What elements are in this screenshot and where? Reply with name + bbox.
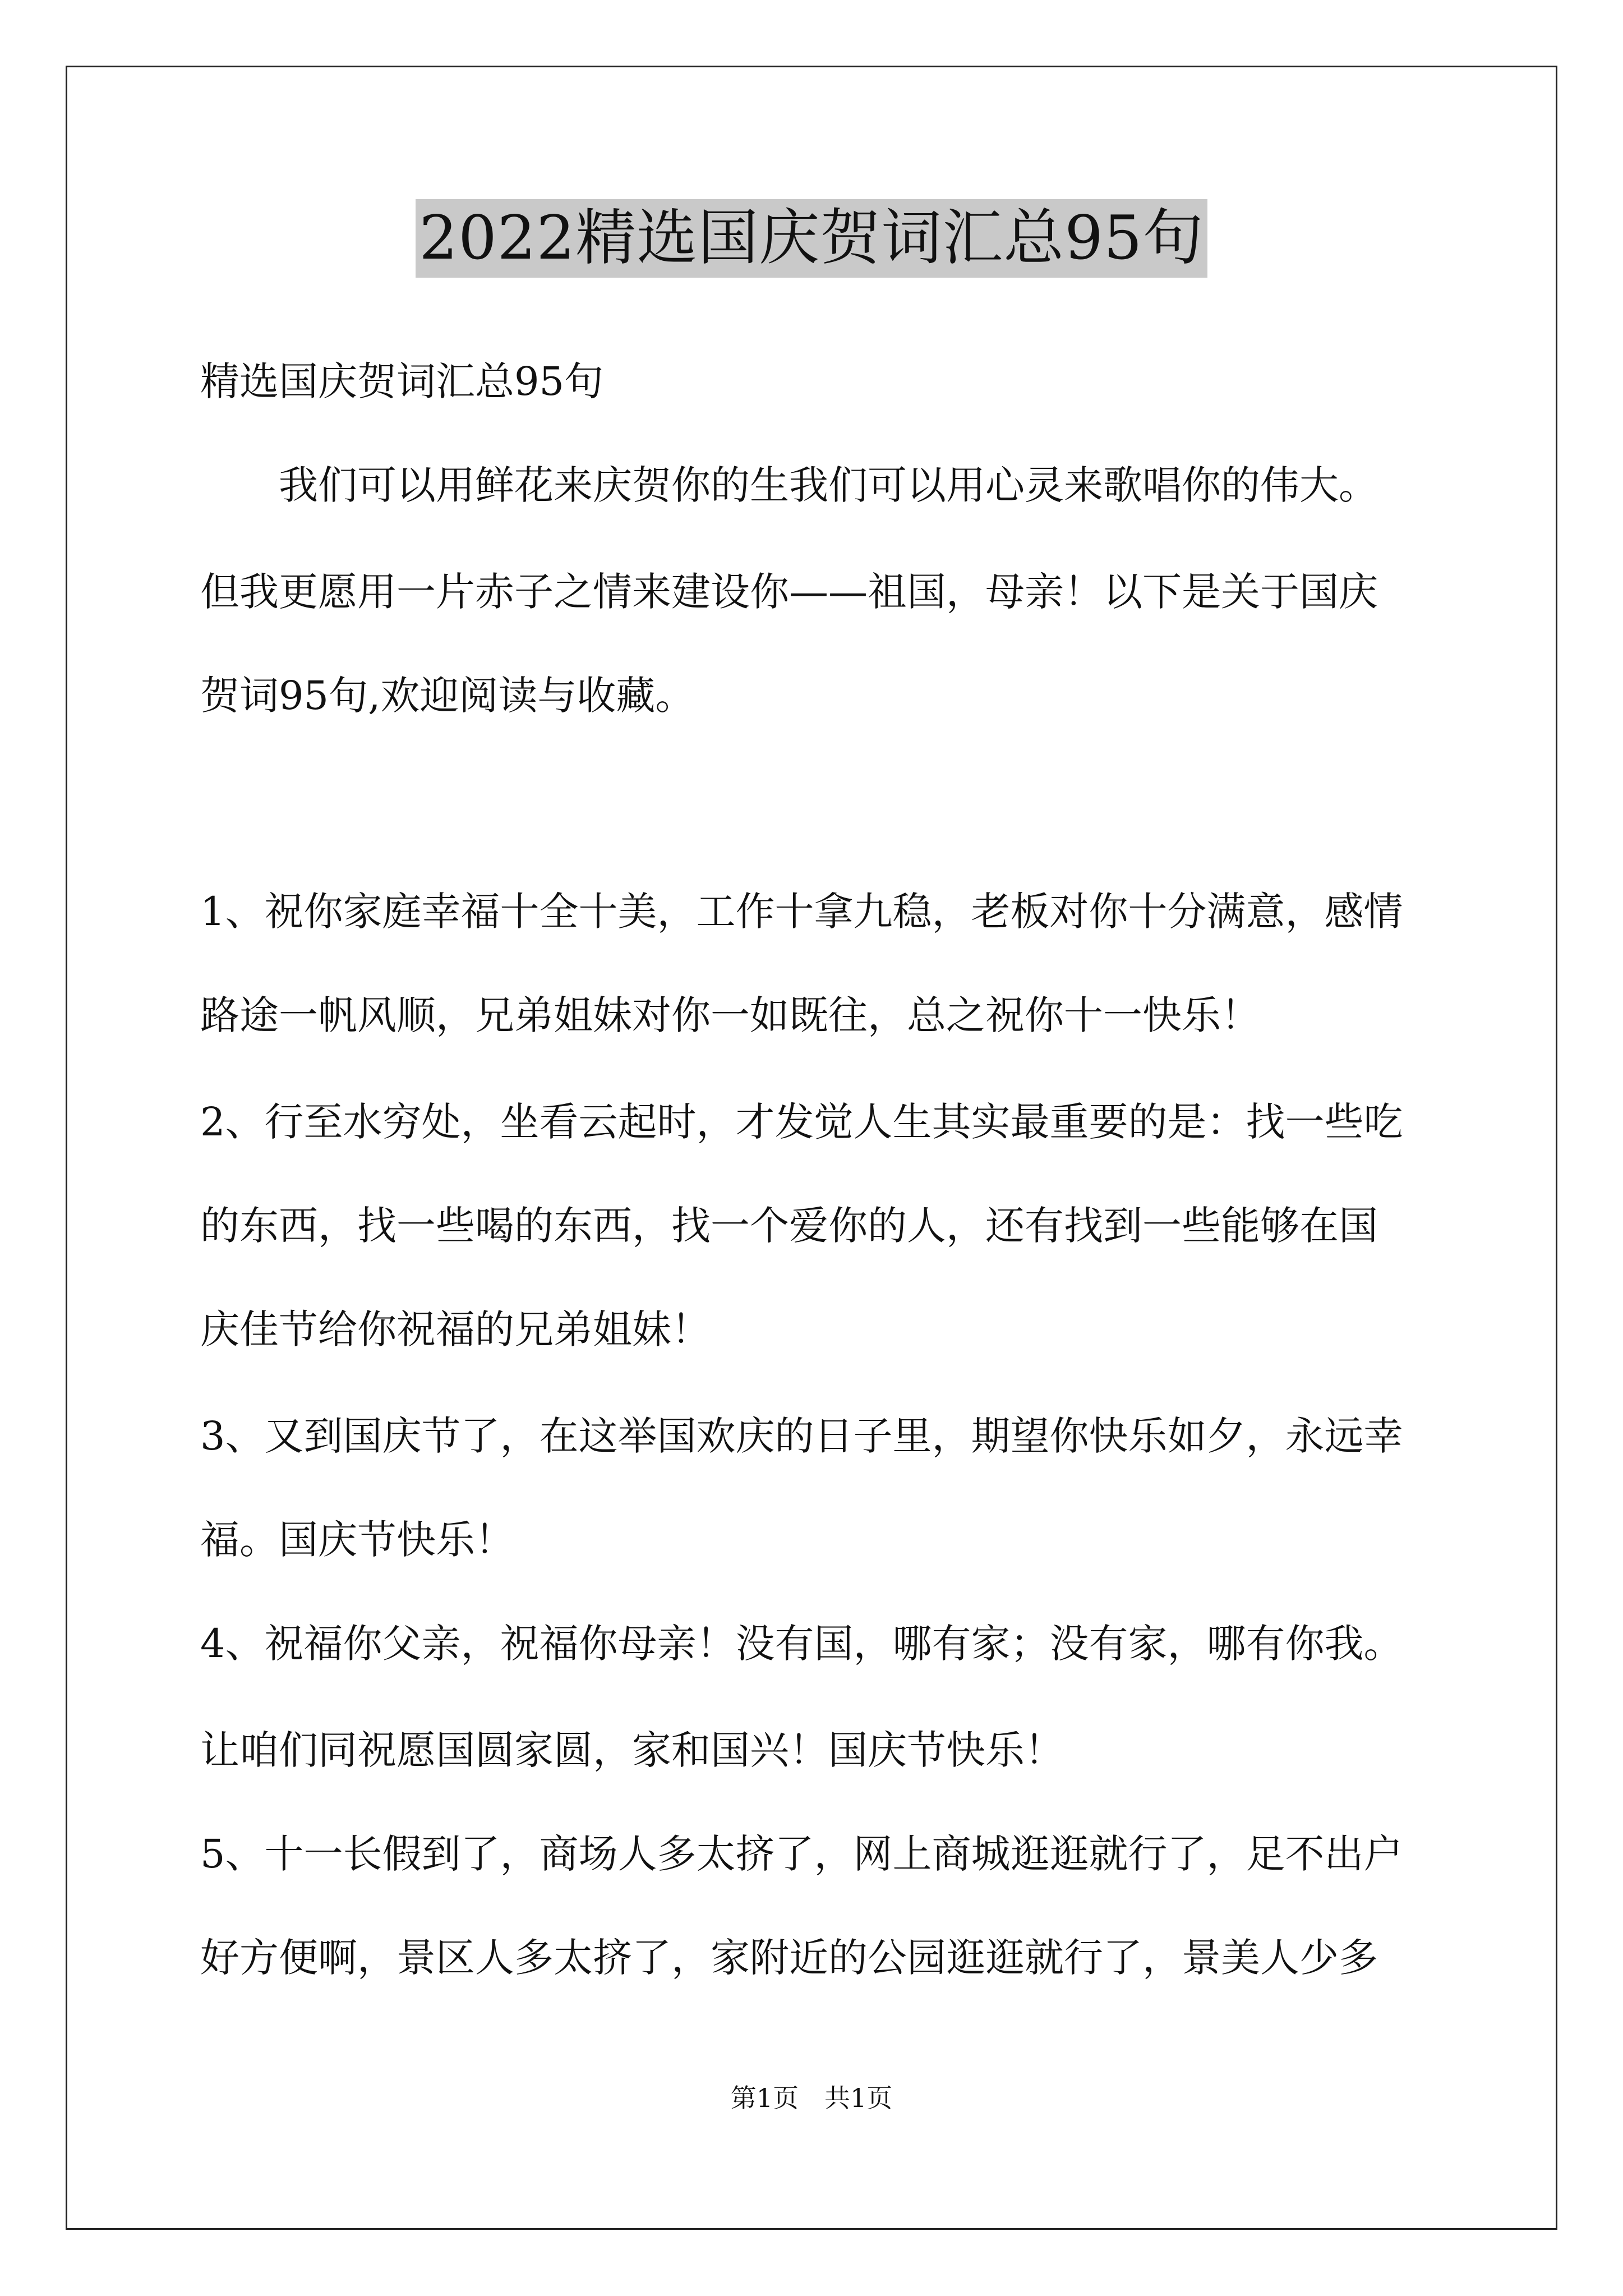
item-line: 2、行至水穷处，坐看云起时，才发觉人生其实最重要的是：找一些吃 bbox=[200, 1099, 1403, 1145]
intro-line: 我们可以用鲜花来庆贺你的生我们可以用心灵来歌唱你的伟大。 bbox=[200, 462, 1378, 508]
item-line: 1、祝你家庭幸福十全十美，工作十拿九稳，老板对你十分满意，感情 bbox=[200, 889, 1403, 935]
document-title: 2022精选国庆贺词汇总95句 bbox=[416, 199, 1207, 278]
intro-line: 贺词95句,欢迎阅读与收藏。 bbox=[200, 673, 695, 719]
item-line: 4、祝福你父亲，祝福你母亲！没有国，哪有家；没有家，哪有你我。 bbox=[200, 1621, 1403, 1667]
document-body bbox=[200, 353, 1490, 1981]
subtitle: 精选国庆贺词汇总95句 bbox=[200, 358, 604, 404]
page-footer: 第1页 共1页 bbox=[730, 2083, 893, 2113]
item-line: 3、又到国庆节了，在这举国欢庆的日子里，期望你快乐如夕，永远幸 bbox=[200, 1413, 1403, 1459]
item-line: 好方便啊，景区人多太挤了，家附近的公园逛逛就行了，景美人少多 bbox=[200, 1935, 1378, 1981]
item-line: 路途一帆风顺，兄弟姐妹对你一如既往，总之祝你十一快乐！ bbox=[200, 992, 1260, 1038]
item-line: 福。国庆节快乐！ bbox=[200, 1517, 514, 1563]
title-container bbox=[0, 199, 1623, 278]
item-line: 让咱们同祝愿国圆家圆，家和国兴！国庆节快乐！ bbox=[200, 1727, 1064, 1773]
item-line: 庆佳节给你祝福的兄弟姐妹！ bbox=[200, 1306, 711, 1352]
intro-line: 但我更愿用一片赤子之情来建设你——祖国，母亲！以下是关于国庆 bbox=[200, 569, 1378, 615]
item-line: 5、十一长假到了，商场人多太挤了，网上商城逛逛就行了，足不出户 bbox=[200, 1831, 1403, 1877]
item-line: 的东西，找一些喝的东西，找一个爱你的人，还有找到一些能够在国 bbox=[200, 1203, 1378, 1249]
